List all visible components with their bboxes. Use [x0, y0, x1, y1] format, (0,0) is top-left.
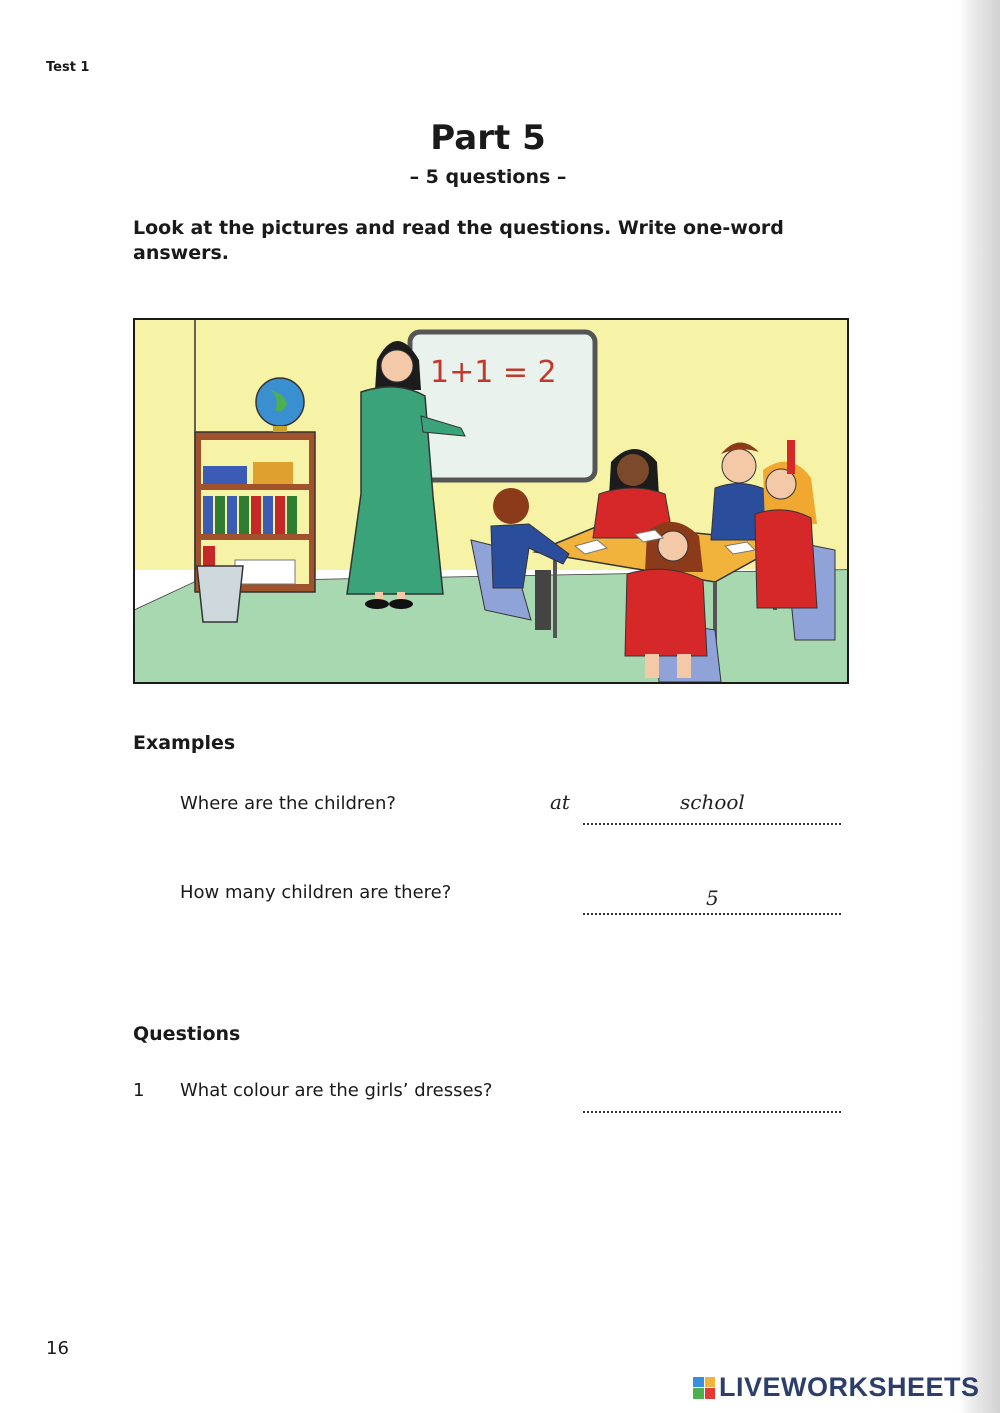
instruction-text: Look at the pictures and read the questions. Write one-word answers. [133, 217, 784, 264]
book-stack-2 [253, 462, 293, 484]
classroom-drawing [135, 320, 847, 682]
questions-heading: Questions [133, 1023, 241, 1045]
page-number: 16 [46, 1338, 69, 1359]
page-edge-shadow [958, 0, 1000, 1413]
liveworksheets-logo-icon [693, 1377, 715, 1399]
answer-input-1[interactable] [583, 1110, 841, 1113]
example-question-2: How many children are there? [180, 882, 452, 903]
globe-stand [273, 426, 287, 432]
example-answer-line-2 [583, 912, 841, 915]
waste-bin [197, 566, 243, 622]
examples-heading: Examples [133, 732, 236, 754]
example-question-1: Where are the children? [180, 793, 396, 814]
brand-text: LIVEWORKSHEETS [719, 1372, 980, 1402]
example-answer-1: school [680, 790, 745, 814]
test-label: Test 1 [46, 60, 90, 75]
question-number-1: 1 [133, 1080, 145, 1101]
classroom-illustration [133, 318, 849, 684]
page-subtitle: – 5 questions – [409, 166, 567, 188]
book-stack [203, 466, 247, 484]
liveworksheets-brand[interactable] [693, 1372, 980, 1403]
example-answer-prefix-1: at [550, 790, 570, 814]
question-1: What colour are the girls’ dresses? [180, 1080, 493, 1101]
example-answer-line-1 [583, 822, 841, 825]
page-title: Part 5 [430, 118, 546, 158]
example-answer-2: 5 [706, 886, 719, 910]
paper-stack [235, 560, 295, 584]
board-text: 1+1 = 2 [430, 355, 557, 390]
